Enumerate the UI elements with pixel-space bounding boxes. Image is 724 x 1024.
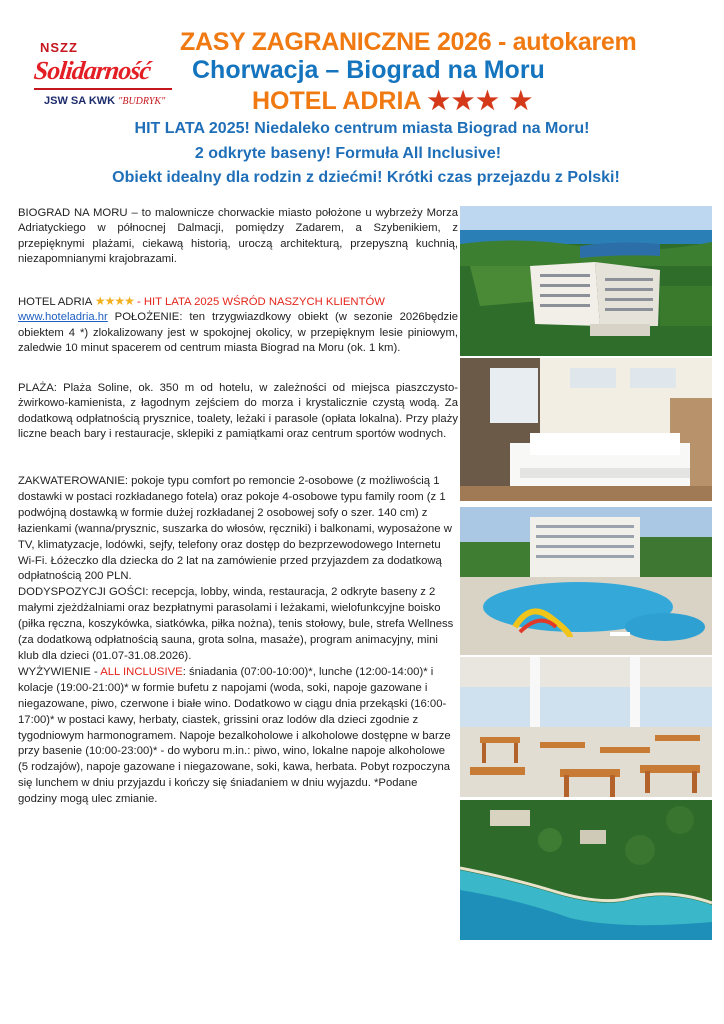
logo-divider	[34, 88, 172, 90]
hotel-paragraph	[18, 294, 458, 356]
logo-org-name: JSW SA KWK	[44, 95, 116, 107]
solidarnosc-logo	[34, 34, 174, 124]
photo-hotel-pool	[460, 507, 712, 655]
meals-label: WYŻYWIENIE -	[18, 665, 101, 678]
photo-hotel-room	[460, 358, 712, 501]
promo-line-3: Obiekt idealny dla rodzin z dziećmi! Krótki czas przejazdu z Polski!	[112, 169, 620, 186]
logo-org-text	[44, 95, 165, 107]
facilities-text: DODYSPOZYCJI GOŚCI: recepcja, lobby, winda, restauracja, 2 odkryte baseny z 2 małymi zjeżdżalniami oraz bezpłatnymi parasolami i leżakami, wielofunkcyjne boisko (piłka ręczna, koszykówka, siatkówka, piłka nożna), tenis stołowy, bule, strefa Wellness (za dodatkową odpłatnością sauna, grota solna, masaże), program animacyjny, mini klub dla dzieci (01.07-31.08.2026).	[18, 586, 454, 662]
promo-line-2: 2 odkryte baseny! Formuła All Inclusive!	[194, 145, 502, 162]
logo-nszz-text: NSZZ	[40, 40, 78, 55]
logo-solidarnosc-text: Solidarność	[32, 56, 152, 85]
hotel-location: POŁOŻENIE: ten trzygwiazdkowy obiekt (w sezonie 2026będzie obiektem 4 *) zlokalizowany jest w spokojnej okolicy, w przepięknym lesie piniowym, zaledwie 10 minut spacerem od centrum miasta Biograd na Moru (ok. 1 km).	[18, 311, 458, 354]
photo-coast-aerial	[460, 800, 712, 940]
photo-hotel-aerial	[460, 206, 712, 356]
accommodation-text: ZAKWATEROWANIE: pokoje typu comfort po remoncie 2-osobowe (z możliwością 1 dostawki w postaci rozkładanego fotela) oraz pokoje 4-osobowe typu family room (z 1 podwójną dostawką w formie dużej rozkładanej 2 osobowej sofy o szer. 140 cm) z łazienkami (wanna/prysznic, suszarka do włosów, ręczniki) i balkonami, wyposażone w TV, klimatyzacje, lodówki, sejfy, telefony oraz dostęp do bezprzewodowego Internetu Wi-Fi. Łóżeczko dla dziecka do 2 lat na zamówienie przed przyjazdem za dodatkową odpłatnością 200 PLN.	[18, 475, 452, 583]
photo-restaurant	[460, 657, 712, 797]
details-block	[18, 474, 458, 808]
meals-text: : śniadania (07:00-10:00)*, lunche (12:00-14:00)* i kolacje (19:00-21:00)* w formie bufetu z napojami (woda, soki, napoje gazowane i niegazowane, piwo, czerwone i białe wino. Dodatkowo w ciągu dnia przekąski (16:00-17:00)* w postaci kawy, herbaty, ciastek, grissini oraz lodów dla dzieci zgodnie z tygodniowym harmonogramem. Napoje bezalkoholowe i alkoholowe dostępne w barze przy basenie (10:00-23:00)* - do wyboru m.in.: piwo, wino, lokalne napoje alkoholowe (5 rodzajów), napoje gazowane i niegazowane, soki, kawa, herbata. Pobyt rozpoczyna się lunchem w dniu przyjazdu i kończy się śniadaniem w dniu wyjazdu. *Podane godziny mogą ulec zmianie.	[18, 665, 451, 806]
hotel-title-name: HOTEL ADRIA	[252, 87, 421, 115]
hotel-title	[252, 86, 534, 116]
hotel-website-link[interactable]: www.hoteladria.hr	[18, 311, 108, 324]
hotel-name: HOTEL ADRIA	[18, 296, 92, 308]
hit-badge: - HIT LATA 2025 WŚRÓD NASZYCH KLIENTÓW	[133, 296, 385, 308]
logo-mine-name: "BUDRYK"	[118, 96, 166, 107]
page-title: ZASY ZAGRANICZNE 2026 - autokarem	[180, 28, 637, 56]
hotel-title-stars: ★★★ ★	[427, 87, 535, 115]
beach-paragraph: PLAŻA: Plaża Soline, ok. 350 m od hotelu, w zależności od miejsca piaszczysto-żwirkowo-kamienista, z łagodnym zejściem do morza i krystalicznie czystą wodą. Za dodatkową odpłatnością prysznice, toalety, leżaki i parasole (opłata lokalna). Przy plaży liczne beach bary i restauracje, sklepiki z pamiątkami oraz centrum sportów wodnych.	[18, 382, 458, 440]
promo-line-1: HIT LATA 2025! Niedaleko centrum miasta Biograd na Moru!	[134, 120, 590, 137]
intro-paragraph: BIOGRAD NA MORU – to malownicze chorwackie miasto położone u wybrzeży Morza Adriatyckiego w północnej Dalmacji, pomiędzy Zadarem, a Szybenikiem, z przepięknymi plażami, ciekawą historią, uroczą architekturą, przepyszną kuchnią, niezapomnianymi krajobrazami.	[18, 207, 458, 265]
destination-title: Chorwacja – Biograd na Moru	[192, 56, 545, 84]
hotel-stars-rating: ★★★★	[94, 294, 134, 308]
all-inclusive-label: ALL INCLUSIVE	[100, 665, 183, 678]
